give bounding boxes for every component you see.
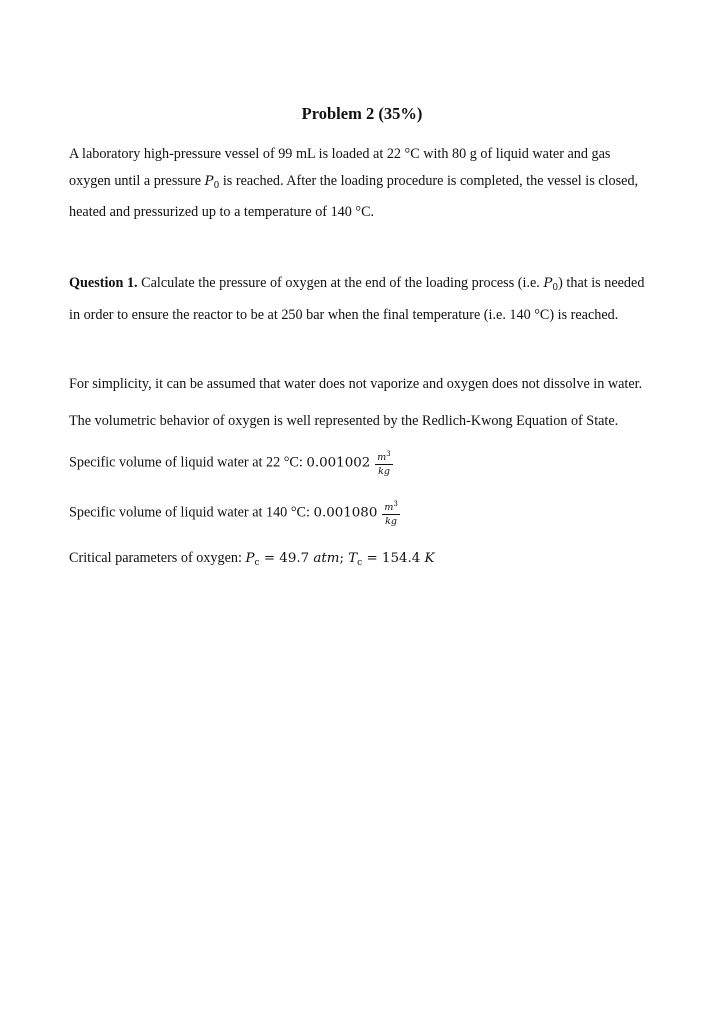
specific-volume-22 (69, 449, 393, 477)
question-paragraph (69, 270, 656, 328)
critical-label: Critical parameters of oxygen: (69, 550, 246, 566)
specific-volume-140 (69, 499, 400, 527)
critical-separator: ; (339, 551, 349, 566)
intro-line-2-start: oxygen until a pressure (69, 172, 205, 189)
pressure-symbol: $P_0$ (543, 276, 559, 293)
intro-line-1: A laboratory high-pressure vessel of 99 mL is loaded at 22 °C with 80 g of liquid water and gas (69, 146, 611, 162)
simplicity-note: For simplicity, it can be assumed that water does not vaporize and oxygen does not dissolve in water. (69, 376, 643, 392)
specific-volume-label: Specific volume of liquid water at 140 °C: (69, 504, 314, 521)
critical-pressure-value: = 49.7 (259, 551, 314, 566)
unit-fraction: $\frac{m^3}{kg}$ (377, 450, 391, 477)
question-label: Question 1. (69, 275, 138, 291)
critical-temperature-symbol: $T_c$ (348, 551, 363, 568)
specific-volume-value: 0.001080 (313, 505, 378, 521)
specific-volume-value: 0.001002 (306, 455, 371, 471)
intro-line-2 (69, 168, 656, 200)
intro-line-3: heated and pressurized up to a temperature of 140 °C. (69, 204, 375, 220)
question-line-2: in order to ensure the reactor to be at 250 bar when the final temperature (i.e. 140 °C) is reached. (69, 306, 619, 323)
question-text-start: Calculate the pressure of oxygen at the end of the loading process (i.e. (137, 275, 544, 291)
specific-volume-label: Specific volume of liquid water at 22 °C: (69, 454, 307, 471)
question-line-1 (69, 270, 656, 302)
critical-parameters (69, 550, 435, 568)
intro-line-2-end: is reached. After the loading procedure is completed, the vessel is closed, (219, 172, 639, 189)
unit-fraction: $\frac{m^3}{kg}$ (384, 500, 398, 527)
intro-paragraph (69, 141, 656, 226)
critical-pressure-unit: atm (313, 551, 340, 566)
critical-temperature-unit: K (424, 551, 435, 566)
problem-title: Problem 2 (35%) (301, 104, 423, 123)
question-text-end: ) that is needed (558, 275, 645, 291)
pressure-symbol: $P_0$ (204, 173, 220, 191)
critical-pressure-symbol: $P_c$ (245, 551, 260, 568)
volumetric-note: The volumetric behavior of oxygen is well represented by the Redlich-Kwong Equation of State. (69, 413, 619, 429)
critical-temperature-value: = 154.4 (362, 551, 425, 566)
